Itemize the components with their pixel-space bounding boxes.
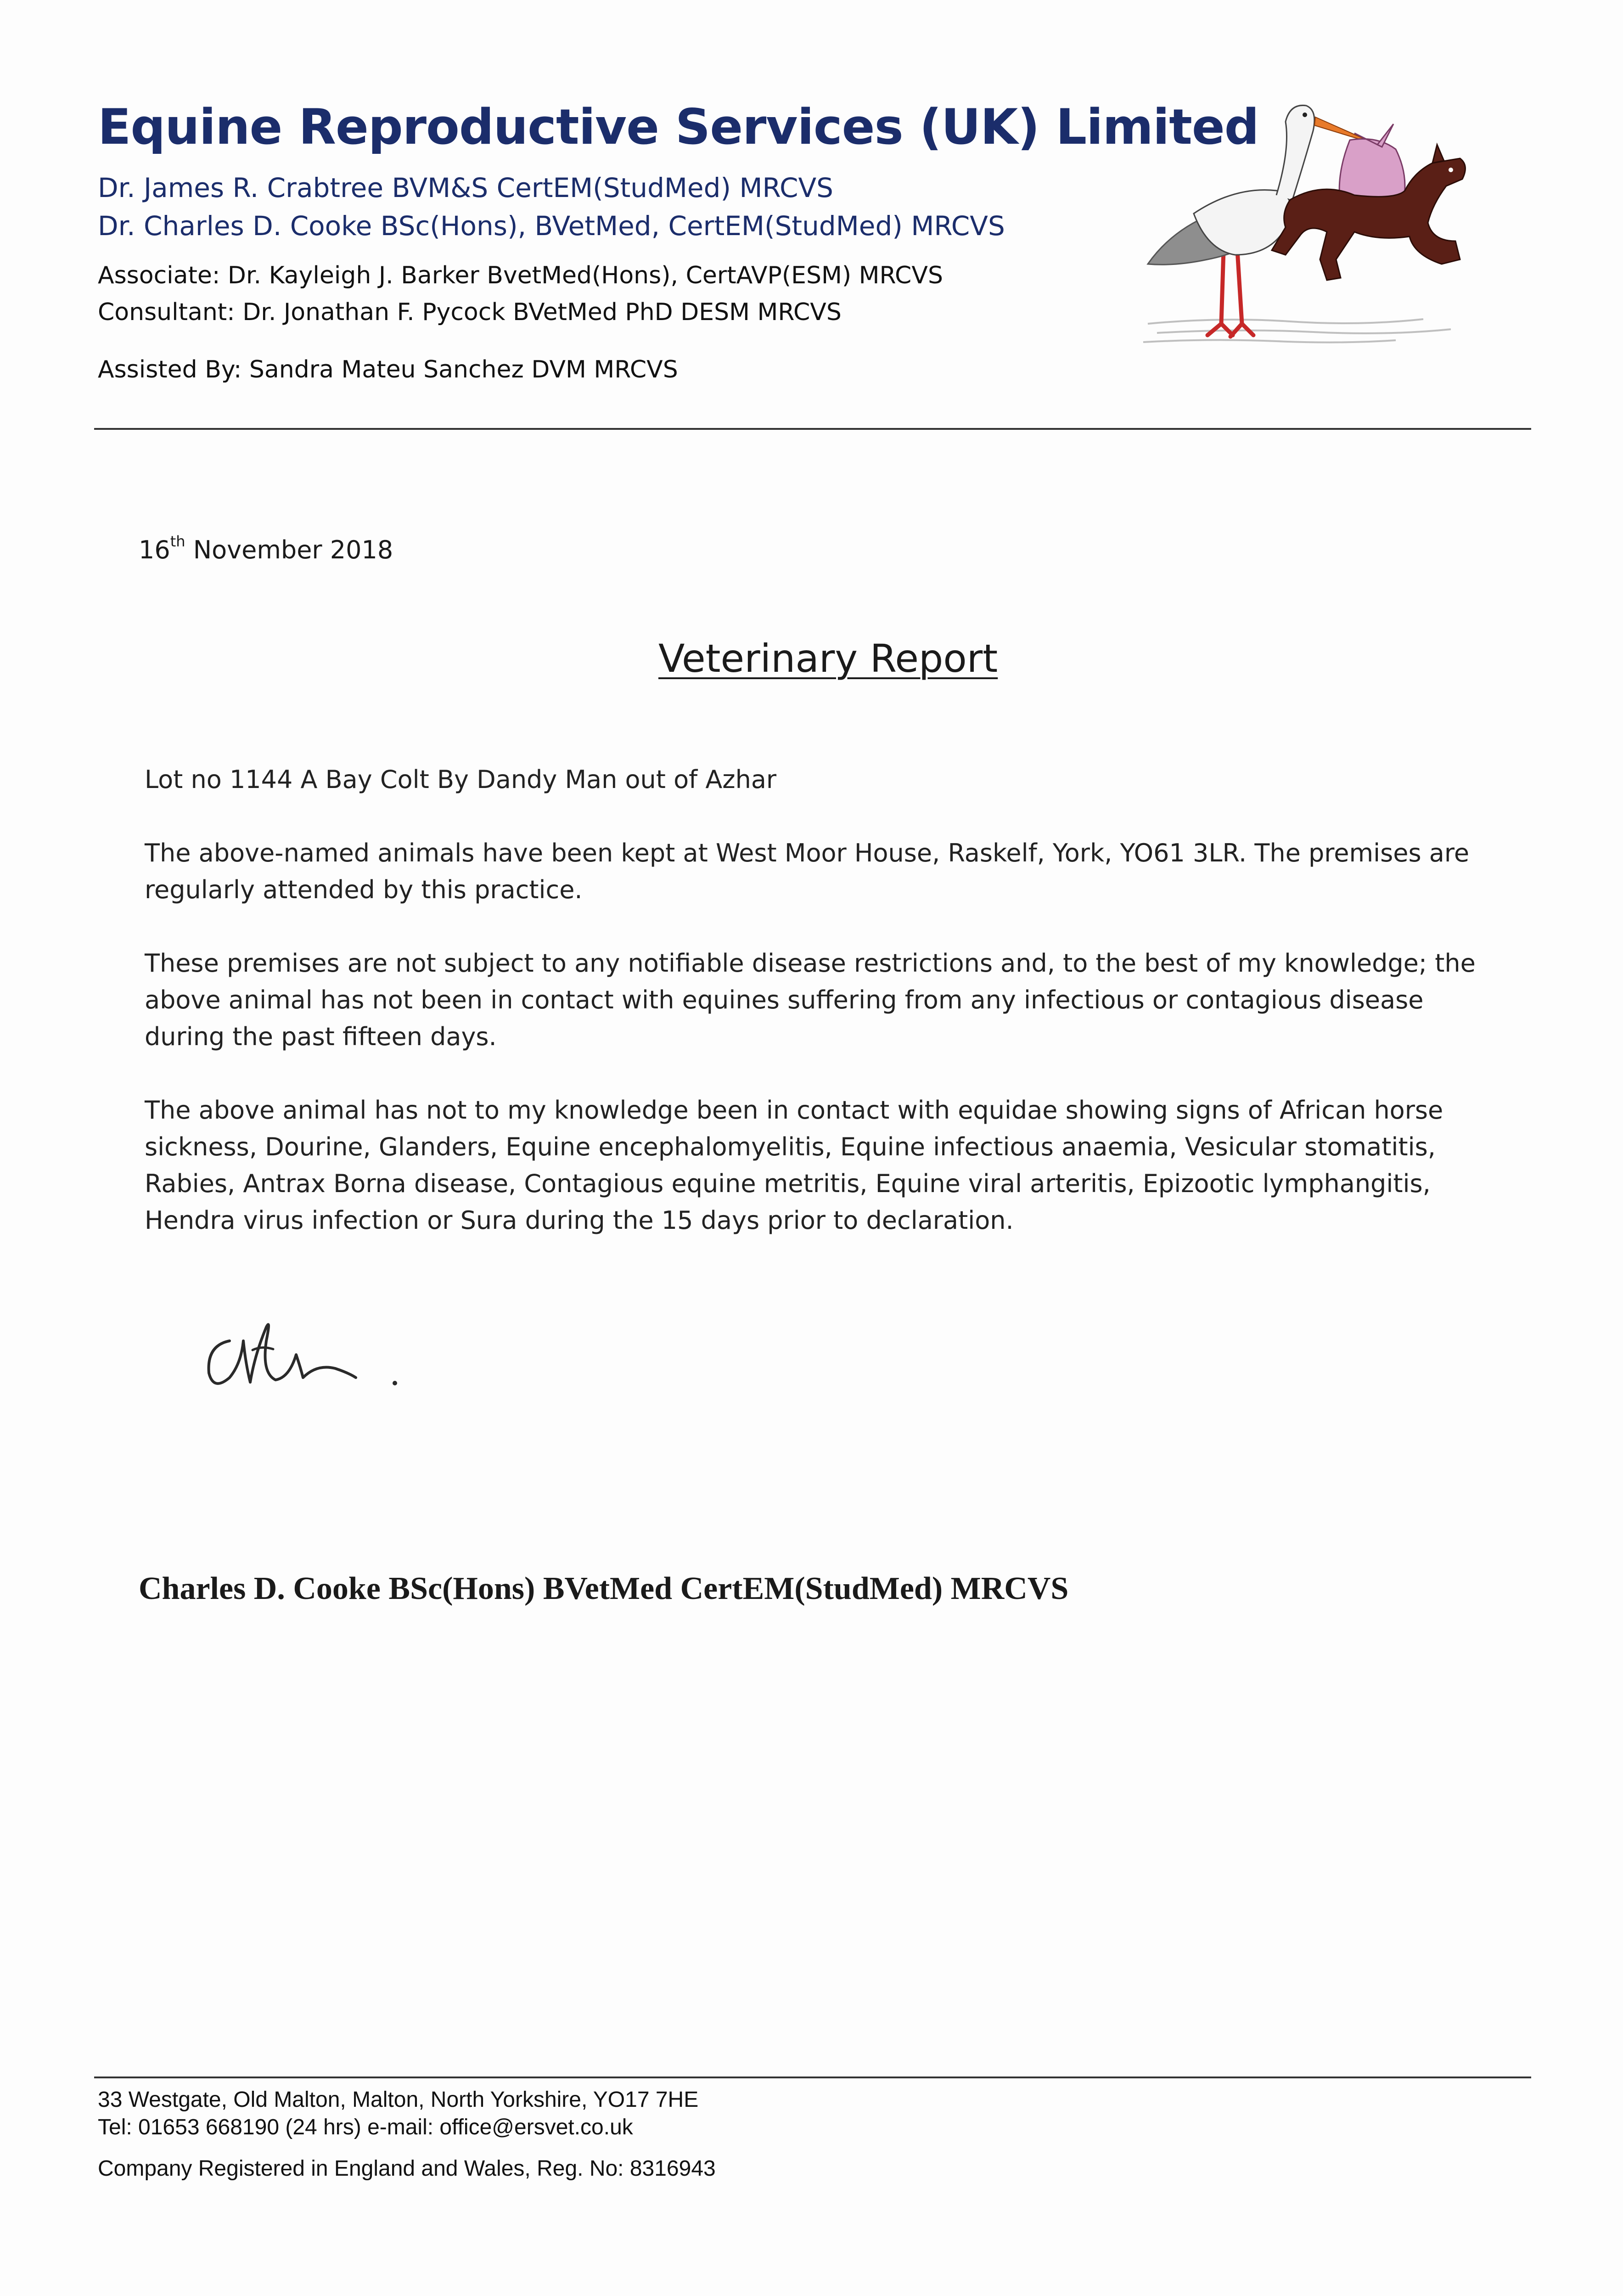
handwritten-signature-icon bbox=[197, 1300, 413, 1401]
report-title: Veterinary Report bbox=[658, 636, 998, 681]
letter-date bbox=[139, 533, 393, 564]
date-day: 16 bbox=[139, 535, 170, 564]
company-name: Equine Reproductive Services (UK) Limited bbox=[98, 99, 1259, 155]
disease-declaration-paragraph: The above animal has not to my knowledge been in contact with equidae showing signs of African horse sickness, Dourine, Glanders, Equine encephalomyelitis, Equine infectious anaemia, Vesicular stomatitis, Rabies, Antrax Borna disease, Contagious equine metritis, Equine viral arteritis, Epizootic lymphangitis, Hendra virus infection or Sura during the 15 days prior to declaration. bbox=[145, 1096, 1443, 1235]
header-divider bbox=[94, 428, 1531, 430]
footer-address: 33 Westgate, Old Malton, Malton, North Yorkshire, YO17 7HE bbox=[98, 2088, 699, 2112]
signatory-name: Charles D. Cooke BSc(Hons) BVetMed CertEM(StudMed) MRCVS bbox=[139, 1571, 1069, 1606]
stork-carrying-foal-logo-icon bbox=[1139, 85, 1488, 360]
restrictions-paragraph: These premises are not subject to any notifiable disease restrictions and, to the best of my knowledge; the above animal has not been in contact with equines suffering from any infectious or contagious disease during the past fifteen days. bbox=[145, 949, 1476, 1051]
associate-line: Associate: Dr. Kayleigh J. Barker BvetMed(Hons), CertAVP(ESM) MRCVS bbox=[98, 262, 943, 289]
footer-contact: Tel: 01653 668190 (24 hrs) e-mail: office@ersvet.co.uk bbox=[98, 2115, 633, 2139]
principal-crabtree: Dr. James R. Crabtree BVM&S CertEM(StudMed) MRCVS bbox=[98, 172, 833, 203]
consultant-line: Consultant: Dr. Jonathan F. Pycock BVetMed PhD DESM MRCVS bbox=[98, 298, 842, 326]
premises-paragraph: The above-named animals have been kept at West Moor House, Raskelf, York, YO61 3LR. The premises are regularly attended by this practice. bbox=[145, 838, 1470, 904]
principal-cooke: Dr. Charles D. Cooke BSc(Hons), BVetMed, CertEM(StudMed) MRCVS bbox=[98, 210, 1005, 242]
footer-registration: Company Registered in England and Wales, Reg. No: 8316943 bbox=[98, 2156, 716, 2181]
date-suffix: th bbox=[170, 533, 185, 550]
assisted-by-line: Assisted By: Sandra Mateu Sanchez DVM MRCVS bbox=[98, 356, 678, 383]
footer-divider bbox=[94, 2077, 1531, 2078]
date-month-year: November 2018 bbox=[185, 535, 393, 564]
lot-line: Lot no 1144 A Bay Colt By Dandy Man out of Azhar bbox=[145, 765, 777, 794]
